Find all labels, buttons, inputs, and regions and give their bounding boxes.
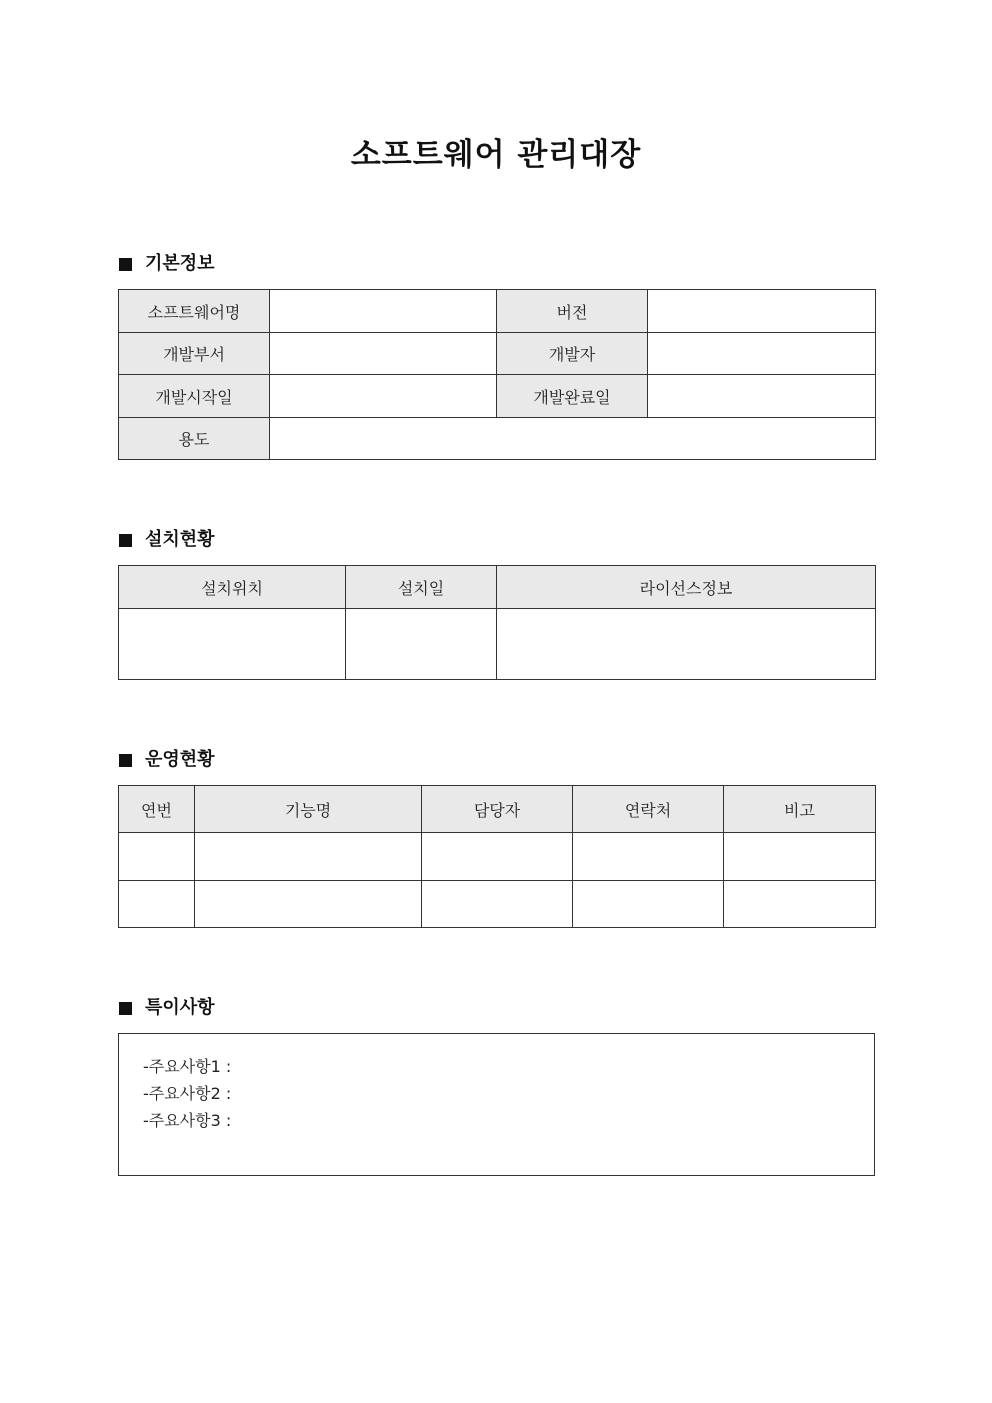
section-heading-label: 특이사항 — [145, 997, 215, 1018]
field-software-name[interactable] — [270, 290, 497, 333]
table-row — [119, 881, 876, 928]
section-heading-notes — [119, 995, 215, 1021]
section-heading-label: 운영현황 — [145, 749, 215, 770]
table-cell[interactable] — [724, 833, 876, 881]
label-dev-end-date: 개발완료일 — [497, 375, 648, 418]
note-item: -주요사항2 : — [143, 1084, 232, 1103]
label-purpose: 용도 — [119, 418, 270, 460]
field-install-location[interactable] — [119, 609, 346, 680]
table-cell[interactable] — [195, 881, 422, 928]
label-software-name: 소프트웨어명 — [119, 290, 270, 333]
label-dev-start-date: 개발시작일 — [119, 375, 270, 418]
installation-table — [118, 565, 876, 680]
table-row — [119, 609, 876, 680]
table-cell[interactable] — [422, 881, 573, 928]
field-install-date[interactable] — [346, 609, 497, 680]
header-install-location: 설치위치 — [119, 566, 346, 609]
field-developer[interactable] — [648, 333, 876, 375]
label-developer: 개발자 — [497, 333, 648, 375]
table-row — [119, 375, 876, 418]
table-cell[interactable] — [573, 881, 724, 928]
note-item: -주요사항1 : — [143, 1057, 232, 1076]
header-contact: 연락처 — [573, 786, 724, 833]
square-bullet-icon — [119, 534, 132, 547]
table-cell[interactable] — [195, 833, 422, 881]
field-license-info[interactable] — [497, 609, 876, 680]
field-dev-end-date[interactable] — [648, 375, 876, 418]
table-cell[interactable] — [119, 833, 195, 881]
header-install-date: 설치일 — [346, 566, 497, 609]
page-title: 소프트웨어 관리대장 — [350, 137, 642, 173]
field-purpose[interactable] — [270, 418, 876, 460]
section-heading-basic-info — [119, 251, 215, 277]
basic-info-table — [118, 289, 876, 460]
label-version: 버전 — [497, 290, 648, 333]
table-row — [119, 290, 876, 333]
table-cell[interactable] — [724, 881, 876, 928]
label-dev-department: 개발부서 — [119, 333, 270, 375]
notes-list — [119, 1034, 874, 1134]
note-item: -주요사항3 : — [143, 1111, 232, 1130]
table-header-row — [119, 786, 876, 833]
header-serial-number: 연번 — [119, 786, 195, 833]
field-dev-start-date[interactable] — [270, 375, 497, 418]
table-cell[interactable] — [422, 833, 573, 881]
table-cell[interactable] — [119, 881, 195, 928]
table-row — [119, 833, 876, 881]
operation-table — [118, 785, 876, 928]
section-heading-label: 기본정보 — [145, 253, 215, 274]
field-dev-department[interactable] — [270, 333, 497, 375]
field-version[interactable] — [648, 290, 876, 333]
section-heading-label: 설치현황 — [145, 529, 215, 550]
header-remarks: 비고 — [724, 786, 876, 833]
table-row — [119, 418, 876, 460]
square-bullet-icon — [119, 1002, 132, 1015]
section-heading-operation — [119, 747, 215, 773]
notes-box[interactable] — [118, 1033, 875, 1176]
header-function-name: 기능명 — [195, 786, 422, 833]
table-cell[interactable] — [573, 833, 724, 881]
header-person-in-charge: 담당자 — [422, 786, 573, 833]
square-bullet-icon — [119, 258, 132, 271]
header-license-info: 라이선스정보 — [497, 566, 876, 609]
table-row — [119, 333, 876, 375]
square-bullet-icon — [119, 754, 132, 767]
section-heading-installation — [119, 527, 215, 553]
table-header-row — [119, 566, 876, 609]
